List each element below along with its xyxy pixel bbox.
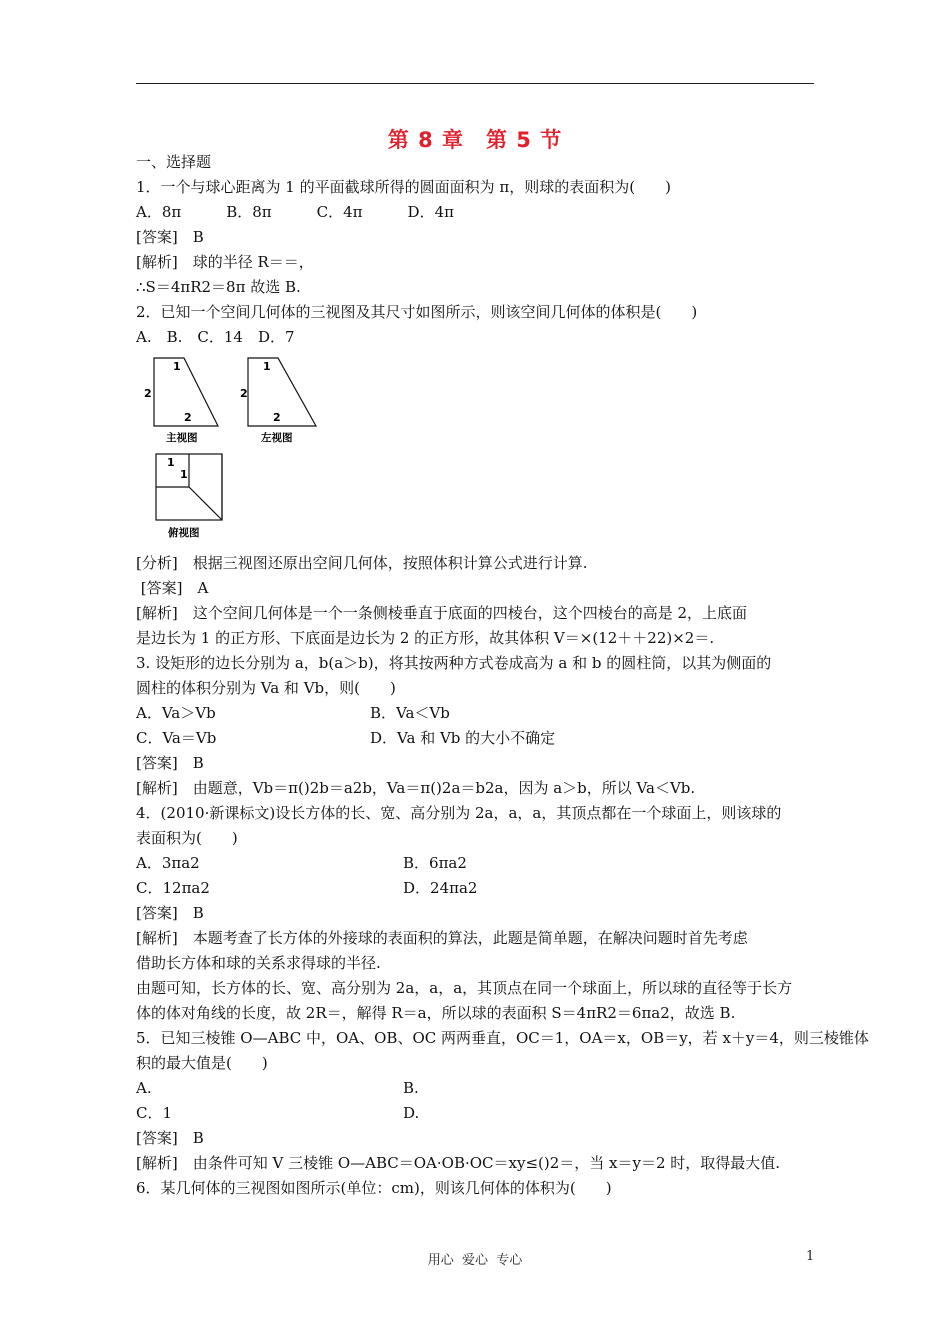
question-4-option-c: C．12πa2 [136,879,210,897]
question-5-option-d: D. [403,1104,420,1122]
front-view-caption: 主视图 [166,432,198,444]
question-4-explanation-3: 由题可知，长方体的长、宽、高分别为 2a，a，a，其顶点在同一个球面上，所以球的直径等于长方 [136,979,793,997]
question-4-option-a: A．3πa2 [136,854,200,872]
question-5-option-c: C．1 [136,1104,173,1122]
question-6: 6．某几何体的三视图如图所示(单位：cm)，则该几何体的体积为( ) [136,1179,612,1197]
question-2-answer: [答案] A [136,579,209,597]
question-3-explanation: [解析] 由题意，Vb＝π()2b＝a2b，Va＝π()2a＝b2a，因为 a＞b，所以 Va＜Vb. [136,779,696,797]
question-5-answer: [答案] B [136,1129,204,1147]
question-4-answer: [答案] B [136,904,204,922]
question-2-analysis: [分析] 根据三视图还原出空间几何体，按照体积计算公式进行计算. [136,554,588,572]
question-1-explanation: [解析] 球的半径 R＝＝， [136,253,314,271]
question-3-option-a: A．Va＞Vb [136,704,216,722]
question-5-option-b: B. [403,1079,419,1097]
question-3-answer: [答案] B [136,754,204,772]
question-2-explanation-2: 是边长为 1 的正方形、下底面是边长为 2 的正方形，故其体积 V＝×(12＋＋22)×2＝. [136,629,715,647]
question-3-line-2: 圆柱的体积分别为 Va 和 Vb，则( ) [136,679,396,697]
page-footer: 用心 爱心 专心 [427,1253,523,1268]
left-view-bottom-label: 2 [273,411,281,424]
question-5-explanation: [解析] 由条件可知 V 三棱锥 O—ABC＝OA·OB·OC＝xy≤()2＝，当 x＝y＝2 时，取得最大值. [136,1154,781,1172]
question-4: 4．(2010·新课标文)设长方体的长、宽、高分别为 2a，a，a，其顶点都在一个球面上，则该球的 [136,804,782,822]
left-view-side-label: 2 [240,387,248,400]
question-5: 5．已知三棱锥 O—ABC 中，OA、OB、OC 两两垂直，OC＝1，OA＝x，OB＝y，若 x＋y＝4，则三棱锥体 [136,1029,869,1047]
left-view-shape [248,358,316,426]
top-view-label-a: 1 [167,456,175,469]
question-4-explanation-2: 借助长方体和球的关系求得球的半径. [136,954,381,972]
left-view-caption: 左视图 [261,432,293,444]
page-number: 1 [806,1249,815,1264]
question-4-explanation-4: 体的体对角线的长度，故 2R＝，解得 R＝a，所以球的表面积 S＝4πR2＝6πa2，故选 B. [136,1004,736,1022]
question-3-option-d: D．Va 和 Vb 的大小不确定 [370,729,556,747]
front-view-top-label: 1 [173,360,181,373]
question-5-option-a: A. [136,1079,152,1097]
question-4-option-d: D．24πa2 [403,879,478,897]
three-view-figure [140,356,340,546]
front-view-side-label: 2 [144,387,152,400]
question-5-line-2: 积的最大值是( ) [136,1054,268,1072]
top-view-caption: 俯视图 [168,527,200,539]
question-1-explanation-2: ∴S＝4πR2＝8π 故选 B. [136,278,301,296]
question-4-option-b: B．6πa2 [403,854,467,872]
three-view-drawing [140,356,340,542]
question-1: 1．一个与球心距离为 1 的平面截球所得的圆面面积为 π，则球的表面积为( ) [136,178,671,196]
section-heading: 一、选择题 [136,153,212,171]
front-view-bottom-label: 2 [184,411,192,424]
question-4-line-2: 表面积为( ) [136,829,238,847]
top-view-label-b: 1 [180,468,188,481]
question-2-options: A. B. C．14 D．7 [136,328,295,346]
header-rule [136,83,814,84]
page-title: 第 8 章 第 5 节 [387,128,563,152]
question-2: 2．已知一个空间几何体的三视图及其尺寸如图所示，则该空间几何体的体积是( ) [136,303,698,321]
question-3-option-c: C．Va＝Vb [136,729,217,747]
question-1-options: A．8π B．8π C．4π D．4π [136,203,454,221]
question-3: 3. 设矩形的边长分别为 a，b(a＞b)，将其按两种方式卷成高为 a 和 b 的圆柱筒，以其为侧面的 [136,654,772,672]
left-view-top-label: 1 [263,360,271,373]
question-4-explanation: [解析] 本题考查了长方体的外接球的表面积的算法，此题是简单题，在解决问题时首先考虑 [136,929,748,947]
question-2-explanation: [解析] 这个空间几何体是一个一条侧棱垂直于底面的四棱台，这个四棱台的高是 2，上底面 [136,604,748,622]
question-3-option-b: B．Va＜Vb [370,704,450,722]
question-1-answer: [答案] B [136,228,204,246]
